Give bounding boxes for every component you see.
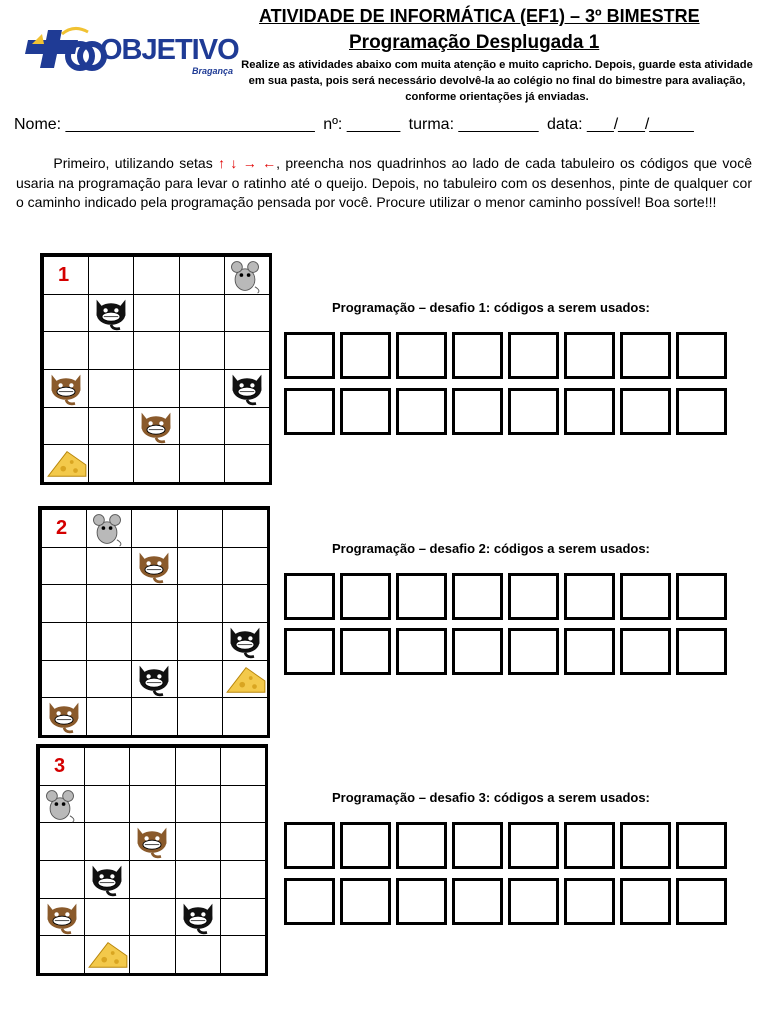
board-cell[interactable] [133,331,179,370]
name-field[interactable]: Nome: ____________________________ [14,116,315,133]
board-cell[interactable] [86,697,132,736]
code-box[interactable] [620,573,671,620]
code-box[interactable] [396,822,447,869]
board-cell[interactable] [39,935,85,974]
code-box[interactable] [508,332,559,379]
board-cell[interactable] [175,747,221,786]
board-cell[interactable] [175,822,221,861]
cat-black-icon [91,296,131,337]
board-cell[interactable] [220,898,266,937]
board-cell[interactable] [86,584,132,623]
program-label-2: Programação – desafio 2: códigos a serem usados: [332,541,650,556]
code-box[interactable] [508,628,559,675]
board-cell[interactable] [84,747,130,786]
code-box[interactable] [564,332,615,379]
code-box[interactable] [396,628,447,675]
board-cell[interactable] [129,898,175,937]
game-board-2 [38,506,270,738]
page-subtitle: Programação Desplugada 1 [349,32,600,53]
board-cell[interactable] [222,509,268,548]
board-cell[interactable] [88,369,134,408]
board-cell[interactable] [129,747,175,786]
cat-brown-icon [46,371,86,412]
intro-text-1: Primeiro, utilizando setas [53,155,219,171]
cheese-icon [225,662,267,701]
board-cell[interactable] [177,547,223,586]
code-box[interactable] [620,332,671,379]
board-cell[interactable] [39,860,85,899]
header-instructions: Realize as atividades abaixo com muita atenção e muito capricho. Depois, guarde esta atividade em sua pasta, pois será necessário devolvê-la ao colégio no final do bimestre para avaliação, conforme orientações já enviadas. [241,59,753,103]
cat-brown-icon [42,900,82,941]
board-cell[interactable] [41,622,87,661]
code-box[interactable] [620,822,671,869]
challenge-number: 2 [56,517,68,539]
board-cell[interactable] [179,331,225,370]
board-cell[interactable] [129,785,175,824]
board-cell[interactable] [88,331,134,370]
cat-brown-icon [132,824,172,865]
cat-black-icon [87,862,127,903]
number-field[interactable]: nº: ______ [323,116,401,133]
board-cell[interactable] [177,697,223,736]
board-cell[interactable] [222,697,268,736]
code-box[interactable] [284,388,335,435]
board-cell[interactable] [133,294,179,333]
cheese-icon [87,937,129,976]
program-label-3: Programação – desafio 3: códigos a serem usados: [332,790,650,805]
board-cell[interactable] [84,822,130,861]
code-box[interactable] [620,388,671,435]
code-box[interactable] [452,388,503,435]
code-box[interactable] [564,388,615,435]
code-box[interactable] [284,822,335,869]
board-cell[interactable] [179,369,225,408]
board-cell[interactable] [175,935,221,974]
cat-black-icon [134,662,174,703]
code-box[interactable] [564,878,615,925]
program-label-1: Programação – desafio 1: códigos a serem usados: [332,300,650,315]
game-board-1 [40,253,272,485]
board-cell[interactable] [131,509,177,548]
board-cell[interactable] [84,898,130,937]
board-cell[interactable] [177,509,223,548]
code-box[interactable] [284,878,335,925]
board-cell[interactable] [131,622,177,661]
code-box[interactable] [284,628,335,675]
code-box[interactable] [340,573,391,620]
student-info-fields [14,116,698,134]
code-box[interactable] [676,332,727,379]
board-cell[interactable] [133,256,179,295]
board-cell[interactable] [220,822,266,861]
board-cell[interactable] [175,860,221,899]
mouse-icon [42,787,78,828]
code-box[interactable] [508,878,559,925]
code-box[interactable] [508,573,559,620]
board-cell[interactable] [179,444,225,483]
cat-black-icon [227,371,267,412]
intro-text-2: , preencha nos quadrinhos ao lado de cada tabuleiro os códigos que você usaria na programação para levar o ratinho até o queijo. Depois, no tabuleiro com os desenhos, pinte de qualquer cor o caminho indicado pela programação pensada por você. Procure utilizar o menor caminho possível! Boa sorte!!! [16,155,752,210]
code-box[interactable] [508,822,559,869]
class-field[interactable]: turma: _________ [408,116,539,133]
logo-text: OBJETIVO [100,34,239,66]
board-cell[interactable] [43,294,89,333]
code-box[interactable] [676,878,727,925]
cat-black-icon [225,624,265,665]
board-cell[interactable] [224,294,270,333]
arrow-symbols: ↑ ↓ → ← [218,155,277,171]
code-box[interactable] [340,388,391,435]
challenge-number: 1 [58,264,70,286]
code-box[interactable] [676,628,727,675]
code-box[interactable] [620,628,671,675]
board-cell[interactable] [129,935,175,974]
board-cell[interactable] [131,584,177,623]
board-cell[interactable] [179,407,225,446]
board-cell[interactable] [88,256,134,295]
code-box[interactable] [452,878,503,925]
board-cell[interactable] [177,622,223,661]
cat-black-icon [178,900,218,941]
cat-brown-icon [136,409,176,450]
code-box[interactable] [676,388,727,435]
board-cell[interactable] [41,660,87,699]
board-cell[interactable] [43,331,89,370]
game-board-3 [36,744,268,976]
board-cell[interactable] [179,294,225,333]
board-cell[interactable] [224,444,270,483]
challenge-number: 3 [54,755,66,777]
date-field[interactable]: data: ___/___/_____ [547,116,694,133]
code-box[interactable] [564,573,615,620]
board-cell[interactable] [84,785,130,824]
board-cell[interactable] [222,584,268,623]
board-cell[interactable] [41,547,87,586]
code-box[interactable] [452,822,503,869]
code-box[interactable] [340,332,391,379]
board-cell[interactable] [222,547,268,586]
board-cell[interactable] [224,331,270,370]
board-cell[interactable] [133,369,179,408]
board-cell[interactable] [220,747,266,786]
code-box[interactable] [284,573,335,620]
board-cell[interactable] [177,660,223,699]
logo-subtext: Bragança [192,66,234,76]
code-box[interactable] [396,388,447,435]
code-box[interactable] [564,822,615,869]
code-box[interactable] [452,628,503,675]
cat-brown-icon [44,699,84,740]
board-cell[interactable] [86,622,132,661]
board-cell[interactable] [133,444,179,483]
board-cell[interactable] [43,407,89,446]
cheese-icon [46,446,88,485]
board-cell[interactable] [86,660,132,699]
code-box[interactable] [396,573,447,620]
board-cell[interactable] [88,407,134,446]
code-box[interactable] [620,878,671,925]
code-box[interactable] [676,573,727,620]
board-cell[interactable] [131,697,177,736]
code-box[interactable] [340,878,391,925]
code-box[interactable] [284,332,335,379]
code-box[interactable] [676,822,727,869]
board-cell[interactable] [175,785,221,824]
mouse-icon [89,511,125,552]
code-box[interactable] [396,332,447,379]
code-box[interactable] [396,878,447,925]
cat-brown-icon [134,549,174,590]
board-cell[interactable] [220,860,266,899]
board-cell[interactable] [129,860,175,899]
board-cell[interactable] [39,822,85,861]
board-cell[interactable] [220,935,266,974]
board-cell[interactable] [179,256,225,295]
intro-paragraph [16,154,752,213]
code-box[interactable] [452,332,503,379]
code-box[interactable] [508,388,559,435]
code-box[interactable] [564,628,615,675]
code-box[interactable] [340,628,391,675]
board-cell[interactable] [177,584,223,623]
board-cell[interactable] [88,444,134,483]
code-box[interactable] [452,573,503,620]
board-cell[interactable] [41,584,87,623]
code-box[interactable] [340,822,391,869]
board-cell[interactable] [224,407,270,446]
mouse-icon [227,258,263,299]
board-cell[interactable] [86,547,132,586]
page-title: ATIVIDADE DE INFORMÁTICA (EF1) – 3º BIMESTRE [259,6,700,26]
board-cell[interactable] [220,785,266,824]
